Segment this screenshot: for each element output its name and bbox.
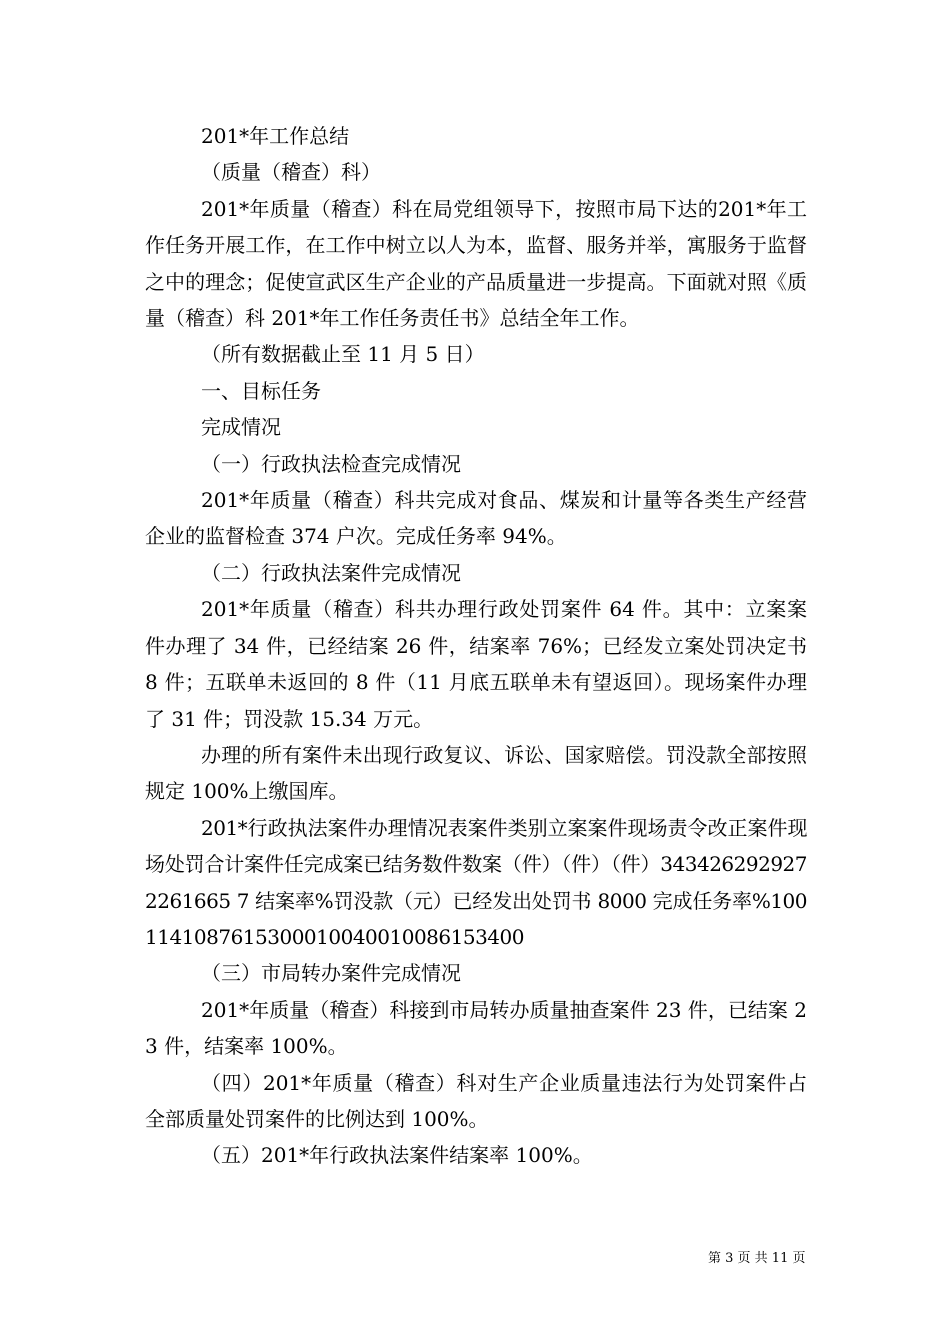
document-body <box>145 118 807 1174</box>
case-table-text: 201*行政执法案件办理情况表案件类别立案案件现场责令改正案件现场处罚合计案件任完成案已结务数件数案（件）（件）（件）3434262929272261665 7 结案率%罚没款（元）已经发出处罚书 8000 完成任务率%1001141087615300010040010086153400 <box>145 815 807 949</box>
section-heading-completion: 完成情况 <box>201 415 281 440</box>
data-cutoff-note: （所有数据截止至 11 月 5 日） <box>201 342 485 367</box>
document-title: 201*年工作总结 <box>201 124 350 148</box>
document-subtitle: （质量（稽查）科） <box>201 160 381 185</box>
intro-paragraph: 201*年质量（稽查）科在局党组领导下，按照市局下达的201*年工作任务开展工作，在工作中树立以人为本，监督、服务并举，寓服务于监督之中的理念；促使宣武区生产企业的产品质量进一步提高。下面就对照《质量（稽查）科 201*年工作任务责任书》总结全年工作。 <box>145 196 807 331</box>
violation-ratio-paragraph: （四）201*年质量（稽查）科对生产企业质量违法行为处罚案件占全部质量处罚案件的比例达到 100%。 <box>145 1070 807 1131</box>
closure-rate-paragraph: （五）201*年行政执法案件结案率 100%。 <box>201 1143 593 1168</box>
inspection-paragraph: 201*年质量（稽查）科共完成对食品、煤炭和计量等各类生产经营企业的监督检查 374 户次。完成任务率 94%。 <box>145 488 807 549</box>
no-review-paragraph: 办理的所有案件未出现行政复议、诉讼、国家赔偿。罚没款全部按照规定 100%上缴国库。 <box>145 742 807 804</box>
page-number: 第 3 页 共 11 页 <box>708 1251 806 1266</box>
cases-paragraph: 201*年质量（稽查）科共办理行政处罚案件 64 件。其中：立案案件办理了 34 件，已经结案 26 件，结案率 76%；已经发立案处罚决定书 8 件；五联单未返回的 8 件（11 月底五联单未有望返回）。现场案件办理了 31 件；罚没款 15.34 万元。 <box>145 597 807 731</box>
section-heading-targets: 一、目标任务 <box>201 378 321 403</box>
subsection-heading-inspection: （一）行政执法检查完成情况 <box>201 451 461 476</box>
subsection-heading-cases: （二）行政执法案件完成情况 <box>201 560 461 585</box>
subsection-heading-referred: （三）市局转办案件完成情况 <box>201 961 461 986</box>
referred-paragraph: 201*年质量（稽查）科接到市局转办质量抽查案件 23 件，已结案 23 件，结案率 100%。 <box>145 997 807 1059</box>
